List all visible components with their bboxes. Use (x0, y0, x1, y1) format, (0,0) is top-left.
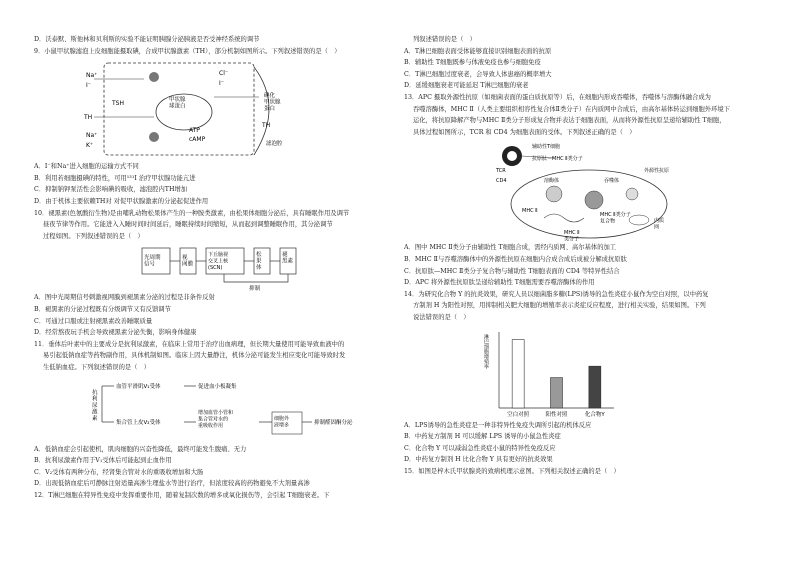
label-cd4: CD4 (496, 178, 507, 185)
q15-stem: 15．如图是梓木氏甲状腺炎的致病机理示意图。下列相关叙述正确的是（ ） (404, 467, 620, 475)
flow-box-retina: 视网膜 (182, 255, 194, 268)
x-tick-label-1: 阳性对照 (545, 411, 568, 418)
q13-option-a: A．图中 MHC Ⅱ类分子由辅助性 T细胞合成，需经内质网、高尔基体的加工 (404, 244, 617, 252)
flow-box-scn: 下丘脑视交叉上核(SCN) (208, 252, 229, 272)
q14-option-b: B．中药复方制剂 H 可以缓解 LPS 诱导的小鼠急性炎症 (404, 433, 561, 441)
q12-option-c: C．T淋巴细胞过度衰老，会导致人体患癌的概率增大 (404, 70, 552, 78)
q12-option-b: B．辅助性 T细胞既参与体液免疫也参与细胞免疫 (404, 59, 541, 67)
apc-antigen-diagram (404, 138, 756, 242)
q14-figure (404, 324, 756, 420)
q12-stem-2: 列叙述错误的是（ ） (413, 36, 476, 43)
q10-figure (34, 242, 386, 292)
q13-stem-1: 13．APC 摄取外源性抗原（如细菌表面的蛋白质抗原等）后，在细胞内形成吞噬体，吞噬体与溶酶体融合成为 (404, 93, 711, 101)
label-tg: 甲状腺球蛋白 (169, 97, 186, 110)
q8-option-d: D．沃泰默、斯他林和贝利斯的实验不能证明胰腺分泌胰液是否受神经系统的调节 (34, 36, 260, 43)
q11-figure (34, 374, 386, 444)
thyroid-cell-diagram (34, 57, 386, 161)
q10-option-c: C．可通过口服或注射褪黑素改善睡眠质量 (34, 317, 153, 325)
q12-option-a: A．T淋巴细胞表面受体能够直接识别细胞表面的抗原 (404, 47, 552, 55)
bar-0 (512, 339, 524, 407)
x-tick-label-2: 化合物Y (584, 411, 605, 418)
flow-box-melatonin: 褪黑素 (282, 252, 294, 265)
flow-box-light: 光周期信号 (144, 255, 161, 268)
label-lysosome: 溶酶体 (544, 178, 560, 185)
fig11-left: 抗利尿激素 (92, 389, 98, 422)
bar-2 (589, 366, 601, 408)
q11-stem-2: 易引起低钠血症等药物副作用，具体机制如图。临床上因大量静注，机体分泌可能发生相应变化可能导致时发 (43, 352, 346, 360)
fig11-ecf: 细胞外液增多 (274, 415, 290, 428)
q14-option-a: A．LPS诱导的急性炎症是一种非特异性免疫失调所引起的机体反应 (404, 421, 592, 429)
label-tcr: TCR (496, 168, 506, 175)
label-phagosome: 吞噬体 (604, 178, 620, 185)
q13-option-d: D．APC 将外源性抗原肽呈递给辅助性 T细胞需要吞噬溶酶体的作用 (404, 279, 595, 287)
label-tpo: 碘化甲状腺蛋白 (264, 93, 281, 113)
q13-stem-4: 具体过程如图所示，TCR 和 CD4 为细胞表面的受体。下列叙述正确的是（ ） (413, 128, 636, 136)
q10-option-d: D．经常熬夜玩手机会导致褪黑素分泌失衡，影响身体健康 (34, 329, 197, 337)
q14-bar-chart (404, 324, 756, 420)
label-camp: cAMP (189, 136, 206, 144)
q14-stem-3: 说法错误的是（ ） (413, 313, 470, 321)
q14-option-c: C．化合物 Y 可以减弱急性炎症小鼠的特异性免疫反应 (404, 444, 556, 452)
q14-stem-1: 14．为研究化合物 Y 的抗炎效果，研究人员以细菌脂多糖(LPS)诱导的急性炎症小鼠作为空白对照，以中药复 (404, 290, 709, 298)
label-mhc: MHC Ⅱ (522, 208, 538, 215)
label-cl: Cl⁻ (219, 70, 229, 78)
fig11-v1: 血管平滑肌V₁受体 (116, 383, 161, 390)
x-tick-label-0: 空白对照 (507, 411, 530, 418)
q11-stem-3: 生低钠血症。下列叙述错误的是（ ） (43, 363, 151, 371)
label-na-1: Na⁺ (86, 72, 98, 80)
bar-1 (551, 377, 563, 407)
melatonin-flow-diagram (34, 242, 386, 292)
q13-option-b: B．MHC Ⅱ与吞噬溶酶体中的外源性抗原在细胞内合成合成后成被分解成抗原肽 (404, 255, 627, 263)
label-tsh: TSH (112, 100, 124, 108)
y-axis-label: 淋巴细胞增殖率 (483, 333, 489, 369)
label-complex: MHC Ⅱ类分子复合物 (600, 212, 631, 225)
q12-stem-1: 12．T淋巴细胞在特异性免疫中发挥重要作用，随着复制次数的增多或氧化损伤等，会引起 T细胞衰老。下 (34, 491, 330, 499)
label-atp: ATP (189, 127, 200, 135)
q13-figure (404, 138, 756, 242)
left-column (34, 34, 386, 501)
fig11-aldosterone: 抑制醛固酮分泌 (314, 419, 353, 426)
flow-box-pineal: 松果体 (256, 252, 262, 272)
q11-stem-1: 11．垂体后叶素中的主要成分是抗利尿激素，在临床上常用于治疗出血病理，但长期大量使用可能导致血液中的 (34, 340, 345, 348)
q11-option-d: D．出现低钠血症后可静脉注射适量高渗生理盐水等进行治疗，但浓度较高的药物避免不大剂量高渗 (34, 480, 310, 488)
label-i-1: I⁻ (86, 82, 91, 90)
q10-option-b: B．褪黑素的分泌过程既有分级调节又有反馈调节 (34, 305, 171, 313)
q10-stem-2: 昼夜节律等作用。它能进入入睡时间时间延后，睡眠持续时间缩短，从而起到调整睡眠作用，其分泌调节 (43, 221, 333, 229)
label-pep-mhc: 抗原肽－MHC Ⅱ类分子 (532, 156, 583, 163)
q10-stem-3: 过程如图。下列叙述错误的是（ ） (43, 232, 144, 240)
q9-option-b: B．利用若细胞摄碘的特性，可用¹³¹I 治疗甲状腺功能亢进 (34, 174, 196, 182)
right-column (404, 34, 756, 477)
label-lumen: 滤泡腔 (266, 141, 283, 148)
q11-option-c: C．V₂受体有两种分布，经肾集合管对水的重吸收增加和大肠 (34, 468, 204, 476)
q12-option-d: D．延缓细胞衰老可能延迟 T淋巴细胞的衰老 (404, 82, 529, 90)
adh-mechanism-diagram (34, 374, 386, 444)
fig11-v2: 集合管上皮V₂受体 (116, 419, 161, 426)
q13-stem-2: 吞噬溶酶体，MHC Ⅱ（人类主要组织相容性复合体Ⅱ类分子）在内质网中合成后，由高尔基体转运到细胞外环境下 (413, 105, 730, 113)
label-mhc-b: MHC Ⅱ 类分子 (564, 230, 580, 243)
label-er: 内质网 (654, 218, 665, 231)
q10-stem-1: 10．褪黑素(色氨酸衍生物)是由哺乳动物松果体产生的一种胺类激素，由松果体细胞分泌后，具有睡眠作用及调节 (34, 209, 350, 217)
q11-option-b: B．抗利尿激素作用于V₁受体后可能起到止血作用 (34, 457, 172, 465)
flow-label-inhibit: 抑制 (249, 286, 261, 293)
q10-option-a: A．图中光周期信号刺激视网膜到褪黑素分泌的过程是非条件反射 (34, 294, 215, 302)
label-th-in: TH (84, 114, 93, 122)
q9-option-d: D．由于机体主要依赖TH对 对促甲状腺激素的分泌起促进作用 (34, 197, 209, 205)
q14-option-d: D．中药复方制剂 H 比化合物 Y 具有更好的抗炎效果 (404, 456, 553, 464)
label-na-2: Na⁺ (86, 132, 98, 140)
q11-option-a: A．低钠血症会引起使机，肌肉细胞的兴奋性降低，最终可能发生腹痛、无力 (34, 445, 247, 453)
label-k: K⁺ (86, 142, 94, 150)
label-th-out: TH (262, 122, 271, 130)
q13-option-c: C．抗原肽—MHC Ⅱ类分子复合物与辅助性 T细胞表面的 CD4 等特异性结合 (404, 267, 620, 275)
label-th-cell: 辅助性T细胞 (532, 144, 561, 151)
q9-option-a: A．I⁻和Na⁺进入细胞的运输方式不同 (34, 163, 139, 171)
q14-stem-2: 方制剂 H 为阳性对照，用抑制相关肥大细胞的增殖率表示炎症反应程度，进行相关实验，结果如图。下列 (413, 302, 706, 310)
fig11-platelet: 促进血小板凝集 (198, 383, 237, 390)
q9-figure (34, 57, 386, 161)
label-i-2: I⁻ (219, 80, 224, 88)
label-exo-antigen: 外源性抗原 (644, 168, 670, 175)
q9-stem: 9．小鼠甲状腺滤泡上皮细胞能摄取碘，合成甲状腺激素（TH），部分机制如图所示。下列叙述错误的是（ ） (34, 47, 341, 55)
fig11-reabsorb: 增加血管小管和集合管对水的重吸收作用 (198, 409, 234, 429)
q9-option-c: C．抑制钠钾泵活性会影响碘的吸收，滤泡腔内TH增加 (34, 186, 188, 194)
q13-stem-3: 运化，将抗原降解产物与MHC Ⅱ类分子形成复合物并表达于细胞表面，从而将外源性抗原呈递给辅助性 T细胞， (413, 117, 726, 125)
